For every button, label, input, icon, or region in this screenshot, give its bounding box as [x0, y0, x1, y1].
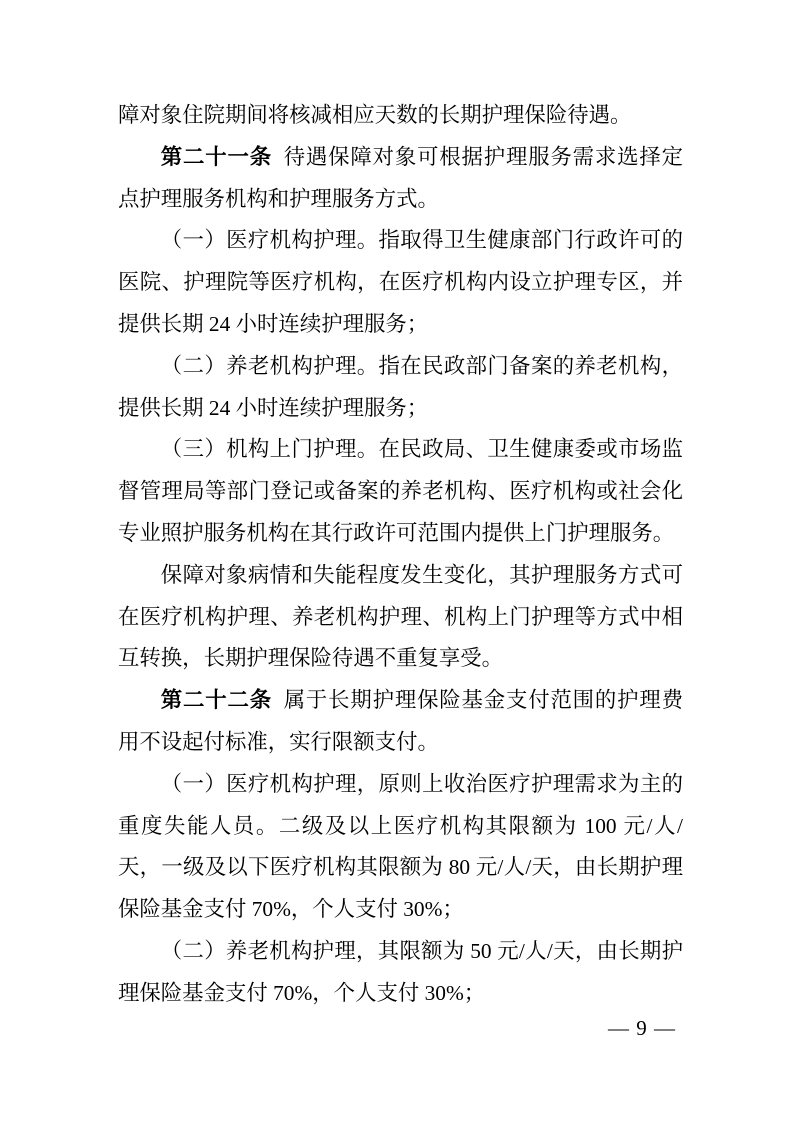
paragraph-text: 待遇保障对象可根据护理服务需求选择定点护理服务机构和护理服务方式。 [118, 144, 683, 211]
article-number: 第二十一条 [160, 144, 272, 169]
paragraph-text: 保障对象病情和失能程度发生变化，其护理服务方式可在医疗机构护理、养老机构护理、机构上门护理等方式中相互转换，长期护理保险待遇不重复享受。 [118, 562, 683, 671]
paragraph-text: （一）医疗机构护理。指取得卫生健康部门行政许可的医院、护理院等医疗机构，在医疗机构内设立护理专区，并提供长期 24 小时连续护理服务； [118, 228, 683, 336]
paragraph-text: 障对象住院期间将核减相应天数的长期护理保险待遇。 [118, 103, 632, 127]
paragraph [118, 429, 683, 554]
paragraph [118, 680, 683, 764]
page-body-text [118, 95, 683, 1015]
paragraph-text: （二）养老机构护理。指在民政部门备案的养老机构，提供长期 24 小时连续护理服务； [118, 353, 683, 420]
paragraph [118, 137, 683, 221]
paragraph [118, 764, 683, 931]
page-number: — 9 — [608, 1016, 676, 1040]
paragraph-text: （二）养老机构护理，其限额为 50 元/人/天，由长期护理保险基金支付 70%，个人支付 30%； [118, 938, 683, 1005]
paragraph [118, 346, 683, 430]
paragraph-text: （一）医疗机构护理，原则上收治医疗护理需求为主的重度失能人员。二级及以上医疗机构其限额为 100 元/人/天，一级及以下医疗机构其限额为 80 元/人/天，由长期护理保险基金支付 70%，个人支付 30%； [118, 771, 683, 922]
paragraph-text: （三）机构上门护理。在民政局、卫生健康委或市场监督管理局等部门登记或备案的养老机构、医疗机构或社会化专业照护服务机构在其行政许可范围内提供上门护理服务。 [118, 437, 683, 545]
article-number: 第二十二条 [160, 688, 272, 713]
paragraph [118, 220, 683, 345]
paragraph [118, 95, 683, 137]
paragraph [118, 931, 683, 1015]
paragraph-text: 属于长期护理保险基金支付范围的护理费用不设起付标准，实行限额支付。 [118, 688, 683, 754]
paragraph [118, 555, 683, 680]
